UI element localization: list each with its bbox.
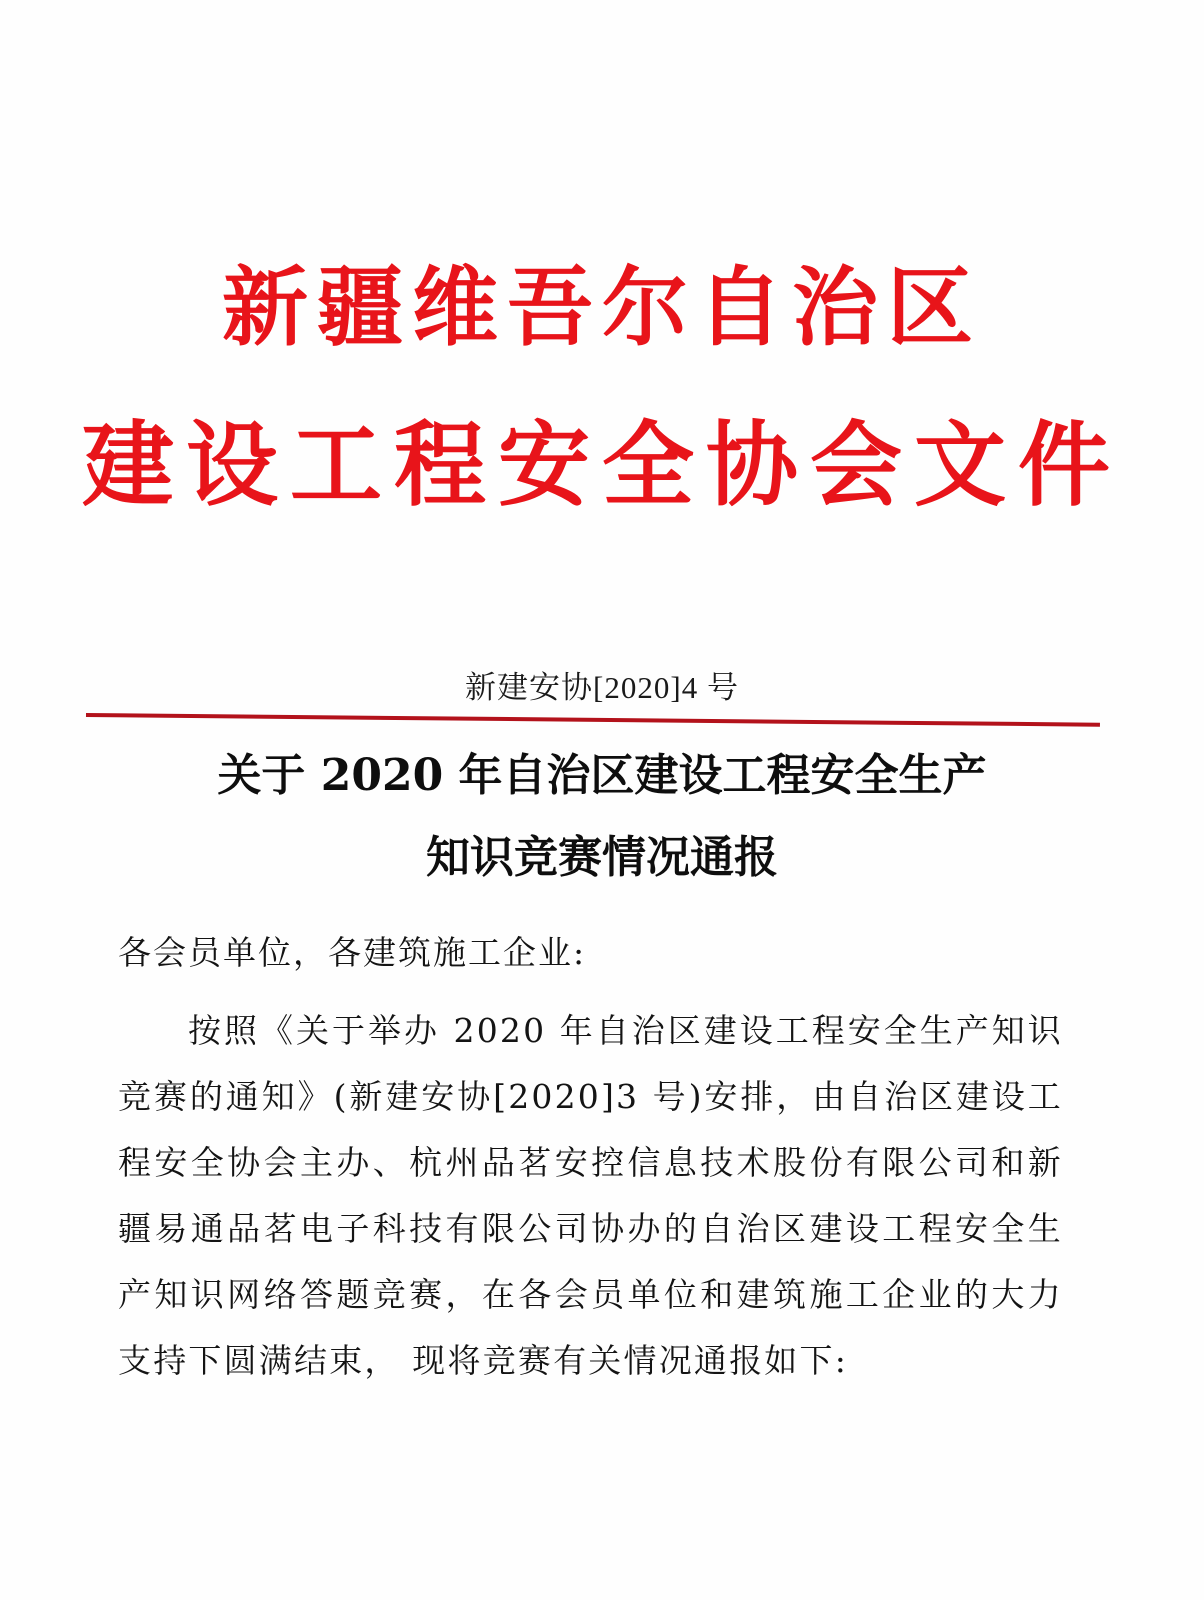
salutation: 各会员单位，各建筑施工企业: (118, 933, 587, 972)
body-paragraph: 按照《关于举办 2020 年自治区建设工程安全生产知识竞赛的通知》(新建安协[2020]3 号)安排，由自治区建设工程安全协会主办、杭州品茗安控信息技术股份有限公司和新疆易通品茗电子科技有限公司协办的自治区建设工程安全生产知识网络答题竞赛，在各会员单位和建筑施工企业的大力支持下圆满结束， 现将竞赛有关情况通报如下: (118, 1011, 1063, 1380)
issuer-header-line-1: 新疆维吾尔自治区 (222, 257, 982, 358)
document-title-line-2: 知识竞赛情况通报 (426, 832, 778, 883)
document-title-line-1: 关于 2020 年自治区建设工程安全生产 (217, 750, 987, 801)
red-divider-rule (86, 713, 1100, 727)
issuer-header-line-2: 建设工程安全协会文件 (81, 411, 1122, 519)
document-number: 新建安协[2020]4 号 (465, 670, 739, 705)
